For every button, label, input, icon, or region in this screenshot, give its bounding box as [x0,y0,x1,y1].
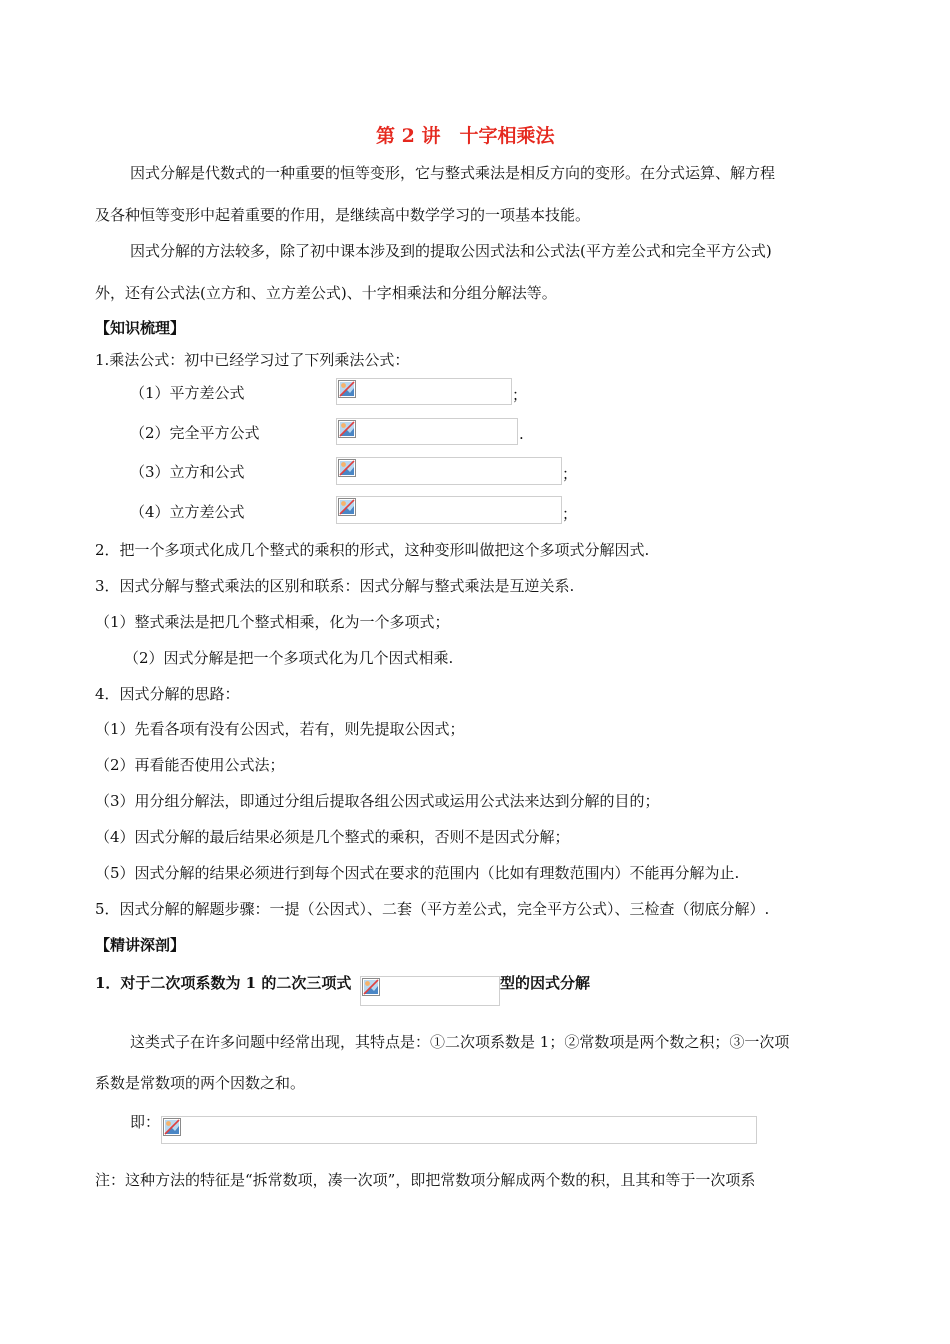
page-title: 第 2 讲 十字相乘法 [376,125,555,147]
section-heading-knowledge: 【知识梳理】 [95,319,186,337]
broken-image-icon [338,459,356,477]
formula-label-perfect-square: （2）完全平方公式 [130,424,260,442]
knowledge-item-3-sub-2: （2）因式分解是把一个多项式化为几个因式相乘. [124,649,454,667]
formula-end-punct-2: . [519,425,524,443]
formula-label-difference-of-cubes: （4）立方差公式 [130,503,245,521]
formula-image-perfect-square [336,418,518,445]
formula-end-punct-1: ； [512,386,528,404]
formula-image-cross-multiplication [161,1116,757,1144]
formula-image-difference-of-cubes [336,496,562,524]
formula-label-difference-of-squares: （1）平方差公式 [130,384,245,402]
intro-paragraph-2-line-1: 因式分解的方法较多，除了初中课本涉及到的提取公因式法和公式法(平方差公式和完全平方公式) [130,242,772,260]
knowledge-item-4-sub-4: （4）因式分解的最后结果必须是几个整式的乘积，否则不是因式分解； [95,828,570,846]
broken-image-icon [362,978,380,996]
knowledge-item-1-title: 1.乘法公式：初中已经学习过了下列乘法公式： [95,351,410,369]
formula-image-difference-of-squares [336,378,512,405]
broken-image-icon [338,498,356,516]
topic-1-heading-part-a: 1．对于二次项系数为 1 的二次三项式 [95,974,352,992]
topic-1-note: 注：这种方法的特征是“拆常数项，凑一次项”，即把常数项分解成两个数的积，且其和等于一次项系 [95,1171,756,1189]
formula-end-punct-3: ； [562,465,578,483]
knowledge-item-4-sub-5: （5）因式分解的结果必须进行到每个因式在要求的范围内（比如有理数范围内）不能再分解为止. [95,864,740,882]
knowledge-item-4-sub-2: （2）再看能否使用公式法； [95,756,285,774]
broken-image-icon [163,1118,181,1136]
knowledge-item-4-sub-1: （1）先看各项有没有公因式，若有，则先提取公因式； [95,720,465,738]
broken-image-icon [338,420,356,438]
topic-1-ji-label: 即： [130,1113,161,1131]
knowledge-item-3-sub-1: （1）整式乘法是把几个整式相乘，化为一个多项式； [95,613,450,631]
topic-1-text-line-2: 系数是常数项的两个因数之和。 [95,1074,306,1092]
knowledge-item-4-title: 4．因式分解的思路： [95,685,240,703]
intro-paragraph-1-line-1: 因式分解是代数式的一种重要的恒等变形，它与整式乘法是相反方向的变形。在分式运算、解方程 [130,164,776,182]
intro-paragraph-1-line-2: 及各种恒等变形中起着重要的作用，是继续高中数学学习的一项基本技能。 [95,206,591,224]
broken-image-icon [338,380,356,398]
knowledge-item-3-title: 3．因式分解与整式乘法的区别和联系：因式分解与整式乘法是互逆关系. [95,577,575,595]
topic-1-heading-part-b: 型的因式分解 [500,974,591,992]
section-heading-deep-dive: 【精讲深剖】 [95,936,186,954]
knowledge-item-5: 5．因式分解的解题步骤：一提（公因式）、二套（平方差公式，完全平方公式）、三检查（彻底分解）. [95,900,770,918]
formula-image-quadratic-trinomial [360,976,500,1006]
intro-paragraph-2-line-2: 外，还有公式法(立方和、立方差公式)、十字相乘法和分组分解法等。 [95,284,557,302]
knowledge-item-2: 2．把一个多项式化成几个整式的乘积的形式，这种变形叫做把这个多项式分解因式. [95,541,650,559]
formula-image-sum-of-cubes [336,457,562,485]
knowledge-item-4-sub-3: （3）用分组分解法，即通过分组后提取各组公因式或运用公式法来达到分解的目的； [95,792,660,810]
formula-label-sum-of-cubes: （3）立方和公式 [130,463,245,481]
formula-end-punct-4: ； [562,505,578,523]
topic-1-text-line-1: 这类式子在许多问题中经常出现，其特点是：①二次项系数是 1；②常数项是两个数之积；③一次项 [130,1033,790,1051]
